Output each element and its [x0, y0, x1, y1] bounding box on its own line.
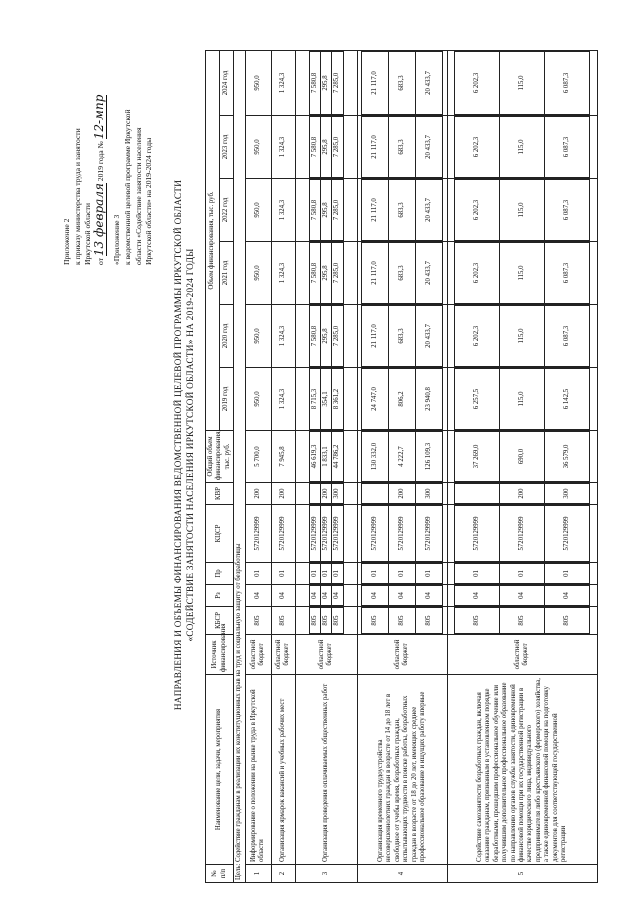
title-line-1: НАПРАВЛЕНИЯ И ОБЪЕМЫ ФИНАНСИРОВАНИЯ ВЕДОМСТВЕННОЙ ЦЕЛЕВОЙ ПРОГРАММЫ ИРКУТСКОЙ ОБЛАСТИ	[173, 179, 183, 711]
row-name: Информирование о положении на рынке труда в Иркутской области	[245, 675, 271, 865]
cell-year-value: 6 087,3	[545, 51, 590, 114]
cell-ksr: 5720129999	[332, 506, 343, 562]
cell-year-value: 20 433,7	[416, 180, 443, 241]
cell-pr: 01	[545, 564, 590, 584]
cell-year-value: 21 117,0	[362, 243, 389, 304]
row-source: областной бюджет	[245, 635, 271, 675]
cell-year-value: 6 087,3	[545, 243, 590, 304]
header-ksr: КЦСР	[206, 505, 234, 563]
cell-kvr: 300	[416, 484, 443, 504]
cell-rz: 04	[332, 586, 343, 606]
cell-year-value: 115,0	[500, 180, 545, 241]
table-row	[271, 50, 295, 882]
cell-year-value: 21 117,0	[362, 117, 389, 178]
cell-year-value: 683,3	[389, 51, 416, 114]
appendix-line: Иркутской области» на 2019-2024 годы	[144, 137, 154, 265]
cell-pr: 01	[320, 564, 331, 584]
cell-year-value: 7 285,0	[332, 180, 343, 241]
cell-rz: 04	[416, 586, 443, 606]
row-name: Организация ярмарок вакансий и учебных рабочих мест	[271, 675, 295, 865]
cell-year-value: 1 324,3	[271, 179, 295, 242]
cell-year-value: 950,0	[245, 305, 271, 368]
header-year: 2022 год	[220, 179, 234, 242]
cell-year-value: 7 580,8	[309, 180, 320, 241]
cell-year-value: 7 580,8	[309, 117, 320, 178]
appendix-date-line	[91, 5, 107, 265]
header-year: 2023 год	[220, 116, 234, 179]
appendix-line: к ведомственной целевой программе Иркутской	[122, 109, 132, 265]
cell-year-value: 1 324,3	[271, 50, 295, 115]
header-year: 2020 год	[220, 305, 234, 368]
table-row	[357, 50, 447, 882]
cell-year-value: 950,0	[245, 368, 271, 431]
cell-rz: 04	[500, 586, 545, 606]
cell-ksr: 5720129999	[309, 506, 320, 562]
cell-pr: 01	[362, 564, 389, 584]
goal-row: Цель: Содействие гражданам в реализации их конституционных прав на труд и социальную защиту от безработицы	[234, 50, 245, 882]
cell-kbsr: 805	[500, 608, 545, 634]
header-total: Общий объем финансирования, тыс. руб.	[206, 431, 234, 483]
cell-pr: 01	[416, 564, 443, 584]
appendix-line: области «Содействие занятости населения	[133, 127, 143, 265]
header-kvr: КВР	[206, 483, 234, 505]
cell-ksr: 5720129999	[271, 505, 295, 563]
cell-year-value: 950,0	[245, 50, 271, 115]
cell-total: 5 700,0	[245, 431, 271, 483]
cell-year-value: 683,3	[389, 117, 416, 178]
cell-ksr: 5720129999	[320, 506, 331, 562]
row-name: Содействие самозанятости безработных граждан, включая оказание гражданам, признанным в установленном порядке безработными, прошедшим профессиональное обучение или получившим дополнительное профессиональное образование по направлению органов службы занятости, единовременной финансовой помощи при их государственной регистрации в качестве юридического лица, индивидуального предпринимателя либо крестьянского (фермерского) хозяйства, а также единовременной финансовой помощи на подготовку документов для соответствующей государственной регистрации	[447, 675, 597, 865]
cell-year-value: 295,8	[320, 51, 331, 114]
cell-year-value: 7 285,0	[332, 243, 343, 304]
cell-kbsr: 805	[309, 608, 320, 634]
cell-ksr: 5720129999	[545, 506, 590, 562]
cell-year-value: 21 117,0	[362, 51, 389, 114]
cell-kbsr: 805	[362, 608, 389, 634]
row-source: областной бюджет	[447, 635, 597, 675]
cell-kbsr: 805	[332, 608, 343, 634]
cell-year-value: 20 433,7	[416, 306, 443, 367]
header-no: № п/п	[206, 865, 234, 883]
table-row	[447, 50, 597, 882]
cell-kvr: 300	[332, 484, 343, 504]
cell-year-value: 6 202,3	[455, 51, 500, 114]
cell-year-value: 7 580,8	[309, 243, 320, 304]
cell-total: 44 786,2	[332, 432, 343, 482]
table-row	[245, 50, 271, 882]
cell-pr: 01	[389, 564, 416, 584]
cell-rz: 04	[389, 586, 416, 606]
cell-kbsr: 805	[320, 608, 331, 634]
cell-year-value: 115,0	[500, 117, 545, 178]
cell-kbsr: 805	[545, 608, 590, 634]
cell-kvr: 200	[320, 484, 331, 504]
cell-kvr: 200	[271, 483, 295, 505]
row-number: 5	[447, 865, 597, 883]
cell-kbsr: 805	[455, 608, 500, 634]
cell-year-value: 7 580,8	[309, 306, 320, 367]
cell-year-value: 21 117,0	[362, 306, 389, 367]
cell-ksr: 5720129999	[362, 506, 389, 562]
cell-rz: 04	[309, 586, 320, 606]
cell-year-value: 6 202,3	[455, 243, 500, 304]
cell-year-value: 24 747,0	[362, 369, 389, 430]
handwritten-number: 12-мпр	[91, 94, 106, 140]
cell-total: 7 945,8	[271, 431, 295, 483]
financing-table	[205, 50, 598, 883]
cell-kvr: 200	[389, 484, 416, 504]
cell-year-value: 7 285,0	[332, 51, 343, 114]
cell-kbsr: 805	[245, 607, 271, 635]
cell-year-value: 683,3	[389, 306, 416, 367]
date-prefix: от	[95, 257, 105, 265]
cell-kbsr: 805	[416, 608, 443, 634]
cell-year-value: 6 087,3	[545, 306, 590, 367]
cell-rz: 04	[455, 586, 500, 606]
cell-year-value: 6 142,5	[545, 369, 590, 430]
header-name: Наименование цели, задачи, мероприятия	[206, 675, 234, 865]
cell-rz: 04	[271, 585, 295, 607]
cell-total: 36 579,0	[545, 432, 590, 482]
cell-kvr	[455, 484, 500, 504]
row-source: областной бюджет	[295, 635, 357, 675]
cell-year-value: 950,0	[245, 116, 271, 179]
header-year: 2019 год	[220, 368, 234, 431]
cell-year-value: 354,1	[320, 369, 331, 430]
cell-ksr: 5720129999	[500, 506, 545, 562]
cell-year-value: 683,3	[389, 180, 416, 241]
cell-rz: 04	[545, 586, 590, 606]
cell-ksr: 5720129999	[416, 506, 443, 562]
cell-pr: 01	[332, 564, 343, 584]
cell-year-value: 21 117,0	[362, 180, 389, 241]
cell-year-value: 1 324,3	[271, 305, 295, 368]
cell-year-value: 1 324,3	[271, 368, 295, 431]
cell-year-value: 115,0	[500, 243, 545, 304]
cell-year-value: 8 715,3	[309, 369, 320, 430]
appendix-line: «Приложение 3	[112, 214, 122, 265]
cell-year-value: 950,0	[245, 179, 271, 242]
cell-total: 1 833,1	[320, 432, 331, 482]
cell-total: 130 332,0	[362, 432, 389, 482]
cell-year-value: 1 324,3	[271, 116, 295, 179]
cell-year-value: 20 433,7	[416, 51, 443, 114]
appendix-line: Иркутской области	[83, 203, 93, 265]
cell-year-value: 20 433,7	[416, 243, 443, 304]
cell-kvr: 200	[245, 483, 271, 505]
cell-year-value: 295,8	[320, 306, 331, 367]
cell-pr: 01	[309, 564, 320, 584]
cell-year-value: 6 202,3	[455, 180, 500, 241]
cell-pr: 01	[245, 563, 271, 585]
header-pr: Пр	[206, 563, 234, 585]
appendix-block	[62, 5, 155, 265]
cell-pr: 01	[500, 564, 545, 584]
header-rz: Рз	[206, 585, 234, 607]
row-number: 1	[245, 865, 271, 883]
cell-kvr	[309, 484, 320, 504]
appendix-line: Приложение 2	[62, 218, 71, 265]
cell-year-value: 6 202,3	[455, 117, 500, 178]
header-volume: Объем финансирования, тыс. руб.	[206, 50, 220, 430]
handwritten-date: 13 февраля	[91, 183, 106, 257]
cell-year-value: 20 433,7	[416, 117, 443, 178]
row-name: Организация временного трудоустройства несовершеннолетних граждан в возрасте от 14 до 18 лет в свободное от учебы время, безработных граждан, испытывающих трудности в поиске работы, безработных граждан в возрасте от 18 до 20 лет, имеющих среднее профессиональное образование и ищущих работу впервые	[357, 675, 447, 865]
header-year: 2021 год	[220, 242, 234, 305]
row-source: областной бюджет	[271, 635, 295, 675]
header-year: 2024 год	[220, 50, 234, 115]
cell-year-value: 950,0	[245, 242, 271, 305]
cell-year-value: 6 202,3	[455, 306, 500, 367]
document-title	[172, 45, 196, 845]
cell-year-value: 683,3	[389, 243, 416, 304]
cell-rz: 04	[245, 585, 271, 607]
cell-year-value: 6 087,3	[545, 117, 590, 178]
cell-total: 690,0	[500, 432, 545, 482]
row-name: Организация проведения оплачиваемых общественных работ	[295, 675, 357, 865]
title-line-2: «СОДЕЙСТВИЕ ЗАНЯТОСТИ НАСЕЛЕНИЯ ИРКУТСКОЙ ОБЛАСТИ» НА 2019-2024 ГОДЫ	[185, 248, 195, 642]
cell-year-value: 7 285,0	[332, 117, 343, 178]
row-number: 4	[357, 865, 447, 883]
cell-total: 126 109,3	[416, 432, 443, 482]
date-year: 2019 года №	[95, 141, 105, 182]
cell-year-value: 6 257,5	[455, 369, 500, 430]
cell-kbsr: 805	[389, 608, 416, 634]
cell-kvr: 200	[500, 484, 545, 504]
cell-rz: 04	[320, 586, 331, 606]
row-source: областной бюджет	[357, 635, 447, 675]
header-kbsr: КБСР	[206, 607, 234, 635]
row-number: 2	[271, 865, 295, 883]
cell-year-value: 295,8	[320, 117, 331, 178]
cell-year-value: 6 087,3	[545, 180, 590, 241]
cell-total: 4 222,7	[389, 432, 416, 482]
cell-pr: 01	[455, 564, 500, 584]
cell-year-value: 1 324,3	[271, 242, 295, 305]
cell-year-value: 7 285,0	[332, 306, 343, 367]
cell-ksr: 5720129999	[389, 506, 416, 562]
table-row	[295, 50, 357, 882]
cell-year-value: 295,8	[320, 180, 331, 241]
cell-year-value: 8 361,2	[332, 369, 343, 430]
cell-total: 46 619,3	[309, 432, 320, 482]
cell-kvr: 300	[545, 484, 590, 504]
row-number: 3	[295, 865, 357, 883]
cell-year-value: 295,8	[320, 243, 331, 304]
cell-year-value: 115,0	[500, 306, 545, 367]
cell-rz: 04	[362, 586, 389, 606]
cell-pr: 01	[271, 563, 295, 585]
cell-total: 37 269,0	[455, 432, 500, 482]
cell-year-value: 115,0	[500, 51, 545, 114]
cell-ksr: 5720129999	[455, 506, 500, 562]
appendix-line: к приказу министерства труда и занятости	[72, 128, 82, 265]
cell-kvr	[362, 484, 389, 504]
cell-year-value: 115,0	[500, 369, 545, 430]
cell-year-value: 23 940,8	[416, 369, 443, 430]
cell-year-value: 806,2	[389, 369, 416, 430]
cell-ksr: 5720129999	[245, 505, 271, 563]
cell-kbsr: 805	[271, 607, 295, 635]
header-source: Источник финансирования	[206, 635, 234, 675]
cell-year-value: 7 580,8	[309, 51, 320, 114]
